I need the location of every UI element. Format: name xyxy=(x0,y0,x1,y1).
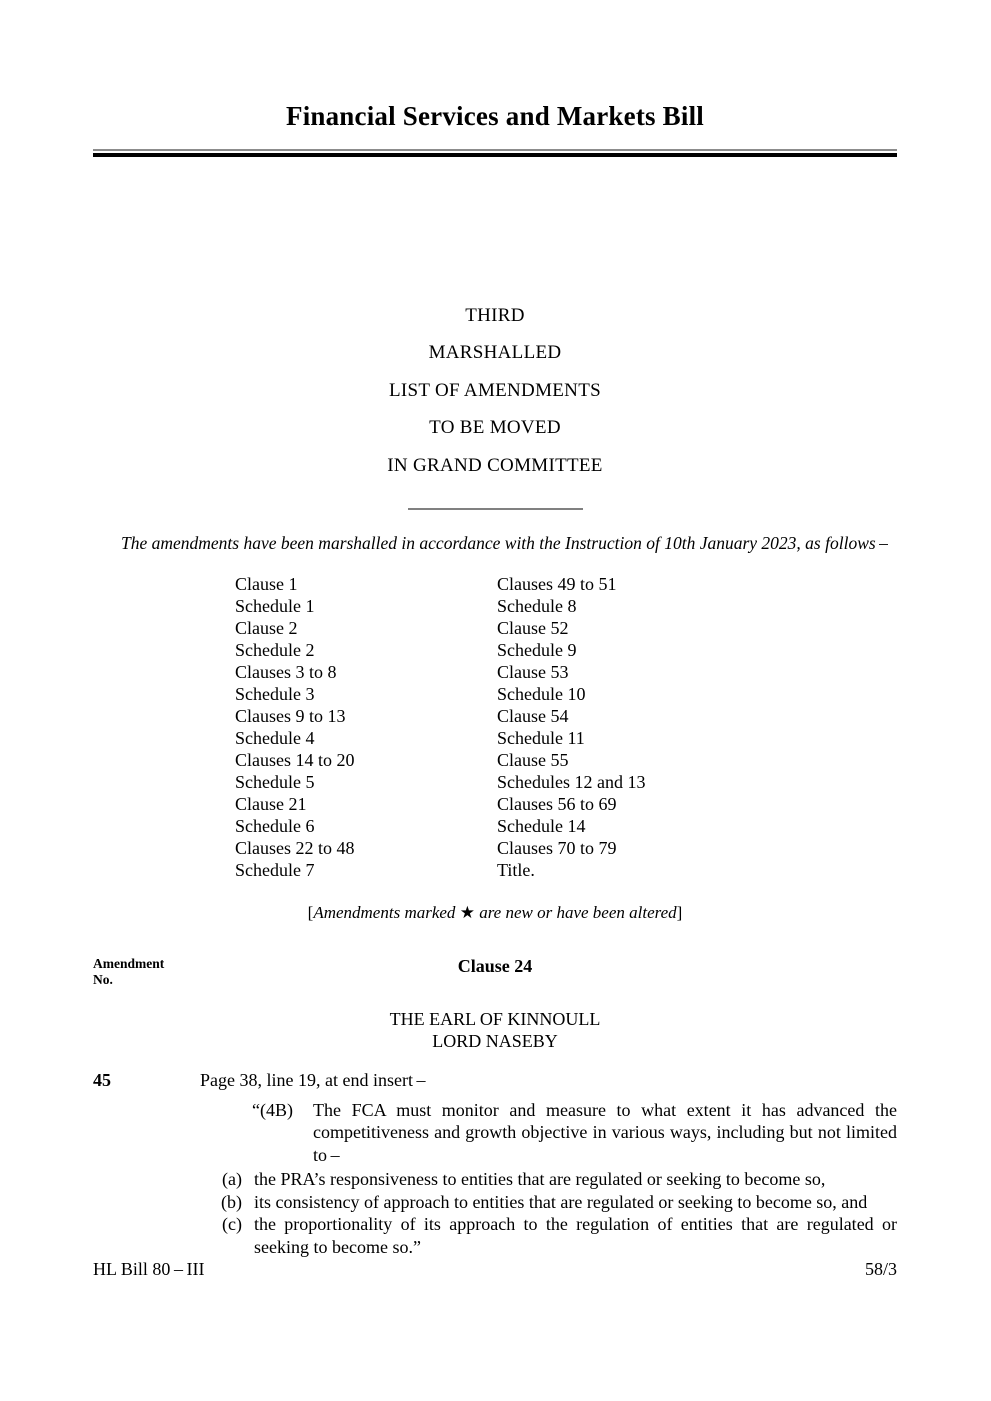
clause-list-left-column xyxy=(93,573,497,881)
page-content xyxy=(93,0,897,1401)
list-item: Title. xyxy=(497,859,535,880)
instruction-paragraph: The amendments have been marshalled in accordance with the Instruction of 10th January 2023, as follows – xyxy=(121,533,888,554)
amendment-number: 45 xyxy=(93,1069,111,1090)
star-icon: ★ xyxy=(459,902,475,922)
lettered-item-list xyxy=(206,1168,897,1258)
list-item: Schedule 10 xyxy=(497,683,586,704)
list-item: Clause 21 xyxy=(235,793,307,814)
lettered-item-text: its consistency of approach to entities that are regulated or seeking to become so, and xyxy=(254,1191,868,1212)
list-heading-block xyxy=(93,297,897,511)
list-item: Clause 55 xyxy=(497,749,569,770)
amendment-lead-in: Page 38, line 19, at end insert – xyxy=(200,1069,426,1090)
amendment-header-row xyxy=(93,956,897,994)
list-item: Schedule 11 xyxy=(497,727,585,748)
amendment-subsection xyxy=(200,1099,897,1167)
subsection-label: “(4B) xyxy=(252,1099,293,1120)
subsection-text: The FCA must monitor and measure to what extent it has advanced the competitiveness and growth objective in various ways, including but not limited to – xyxy=(313,1099,897,1165)
star-note-close-bracket: ] xyxy=(676,902,683,922)
list-item: Schedule 8 xyxy=(497,595,577,616)
amendment-entry xyxy=(93,1069,897,1259)
masthead-rule-thick xyxy=(93,153,897,157)
list-item: Schedule 14 xyxy=(497,815,586,836)
list-item: Clauses 22 to 48 xyxy=(235,837,355,858)
page-title: Financial Services and Markets Bill xyxy=(286,101,704,131)
list-item: Clauses 14 to 20 xyxy=(235,749,355,770)
star-note-open-bracket: [ xyxy=(307,902,314,922)
heading-line-third: THIRD xyxy=(465,304,525,326)
list-item: Clause 1 xyxy=(235,573,298,594)
list-item xyxy=(206,1191,897,1214)
list-item: Clause 54 xyxy=(497,705,569,726)
star-legend-note xyxy=(93,903,897,923)
list-item: Clauses 9 to 13 xyxy=(235,705,346,726)
clause-heading: Clause 24 xyxy=(457,955,533,976)
lettered-item-label: (a) xyxy=(222,1169,242,1190)
list-item xyxy=(206,1213,897,1258)
list-item: Clauses 3 to 8 xyxy=(235,661,337,682)
list-item xyxy=(206,1168,897,1191)
lettered-item-label: (b) xyxy=(221,1191,242,1212)
lettered-item-text: the PRA’s responsiveness to entities that are regulated or seeking to become so, xyxy=(254,1169,826,1190)
list-item: Schedule 5 xyxy=(235,771,315,792)
list-item: Clauses 70 to 79 xyxy=(497,837,617,858)
star-note-before-text: Amendments marked xyxy=(313,902,460,922)
list-item: Schedule 4 xyxy=(235,727,315,748)
star-note-after-text: are new or have been altered xyxy=(474,902,677,922)
lettered-item-text: the proportionality of its approach to the regulation of entities that are regulated or seeking to become so.” xyxy=(254,1214,897,1257)
clause-list-table xyxy=(93,573,897,881)
bill-reference: HL Bill 80 – III xyxy=(93,1259,205,1279)
lettered-item-label: (c) xyxy=(222,1214,242,1235)
heading-line-to-be-moved: TO BE MOVED xyxy=(429,417,561,439)
page-footer xyxy=(93,1258,897,1280)
list-item: Schedule 6 xyxy=(235,815,315,836)
heading-line-marshalled: MARSHALLED xyxy=(428,342,562,364)
masthead-rule xyxy=(93,149,897,157)
heading-line-list-of-amendments: LIST OF AMENDMENTS xyxy=(389,379,601,401)
sponsor-name: THE EARL OF KINNOULL xyxy=(389,1008,601,1029)
list-item: Clauses 49 to 51 xyxy=(497,573,617,594)
sponsor-list xyxy=(93,1008,897,1052)
list-item: Schedule 9 xyxy=(497,639,577,660)
clause-list-right-column xyxy=(497,573,897,881)
list-item: Clause 53 xyxy=(497,661,569,682)
list-item: Schedule 2 xyxy=(235,639,315,660)
list-item: Schedule 7 xyxy=(235,859,315,880)
list-item: Schedule 1 xyxy=(235,595,315,616)
list-item: Clause 52 xyxy=(497,617,569,638)
amendment-no-column-label: Amendment No. xyxy=(93,955,165,987)
list-item: Schedules 12 and 13 xyxy=(497,771,646,792)
heading-divider-rule xyxy=(408,508,583,510)
sponsor-name: LORD NASEBY xyxy=(432,1030,558,1051)
list-item: Clauses 56 to 69 xyxy=(497,793,617,814)
list-item: Schedule 3 xyxy=(235,683,315,704)
page-number: 58/3 xyxy=(864,1259,897,1279)
list-item: Clause 2 xyxy=(235,617,298,638)
heading-line-in-grand-committee: IN GRAND COMMITTEE xyxy=(387,454,603,476)
